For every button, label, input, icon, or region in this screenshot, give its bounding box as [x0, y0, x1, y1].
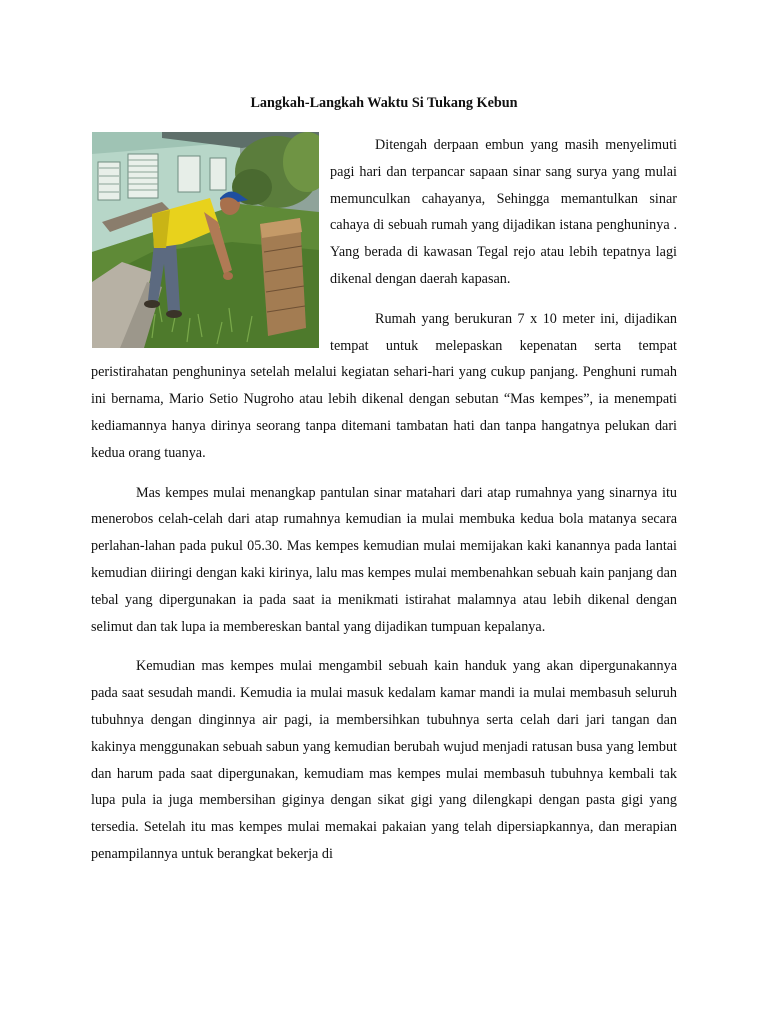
document-page	[91, 94, 677, 868]
document-title: Langkah-Langkah Waktu Si Tukang Kebun	[250, 95, 518, 111]
paragraph-1: Ditengah derpaan embun yang masih menyelimuti pagi hari dan terpancar sapaan sinar sang surya yang mulai memunculkan cahayanya, Sehingga memantulkan sinar cahaya di sebuah rumah yang dijadikan istana penghuninya . Yang berada di kawasan Tegal rejo atau lebih tepatnya lagi dikenal dengan daerah kapasan.	[330, 137, 677, 287]
paragraph-2: Rumah yang berukuran 7 x 10 meter ini, dijadikan tempat untuk melepaskan kepenatan serta tempat peristirahatan penghuninya setelah melalui kegiatan sehari-hari yang cukup panjang. Penghuni rumah ini bernama, Mario Setio Nugroho atau lebih dikenal dengan sebutan “Mas kempes”, ia menempati kediamannya hanya dirinya seorang tanpa ditemani tambatan hati dan tanpa hangatnya pelukan dari kedua orang tuanya.	[91, 310, 677, 461]
paragraph-4: Kemudian mas kempes mulai mengambil sebuah kain handuk yang akan dipergunakannya pada saat sesudah mandi. Kemudia ia mulai masuk kedalam kamar mandi ia mulai membasuh seluruh tubuhnya dengan dinginnya air pagi, ia membersihkan tubuhnya serta celah dari jari tangan dan kakinya menggunakan sebuah sabun yang kemudian berubah wujud menjadi ratusan busa yang lembut dan harum pada saat dipergunakan, kemudiam mas kempes mulai membasuh tubuhnya kembali tak lupa pula ia juga membersihan giginya dengan sikat gigi yang dilengkapi dengan pasta gigi yang tersedia. Setelah itu mas kempes mulai memakai pakaian yang telah dipersiapkannya, dan merapian penampilannya untuk berangkat bekerja di	[91, 658, 677, 862]
paragraph-3: Mas kempes mulai menangkap pantulan sinar matahari dari atap rumahnya yang sinarnya itu menerobos celah-celah dari atap rumahnya kemudian ia mulai membuka kedua bola matanya secara perlahan-lahan pada pukul 05.30. Mas kempes kemudian mulai memijakan kaki kanannya pada lantai kemudian diiringi dengan kaki kirinya, lalu mas kempes mulai membenahkan sebuah kain panjang dan tebal yang dipergunakan ia pada saat ia menikmati istirahat malamnya atau lebih dikenal dengan selimut dan tak lupa ia membereskan bantal yang dijadikan tumpuan kepalanya.	[91, 484, 677, 635]
gardener-photo	[92, 132, 319, 348]
